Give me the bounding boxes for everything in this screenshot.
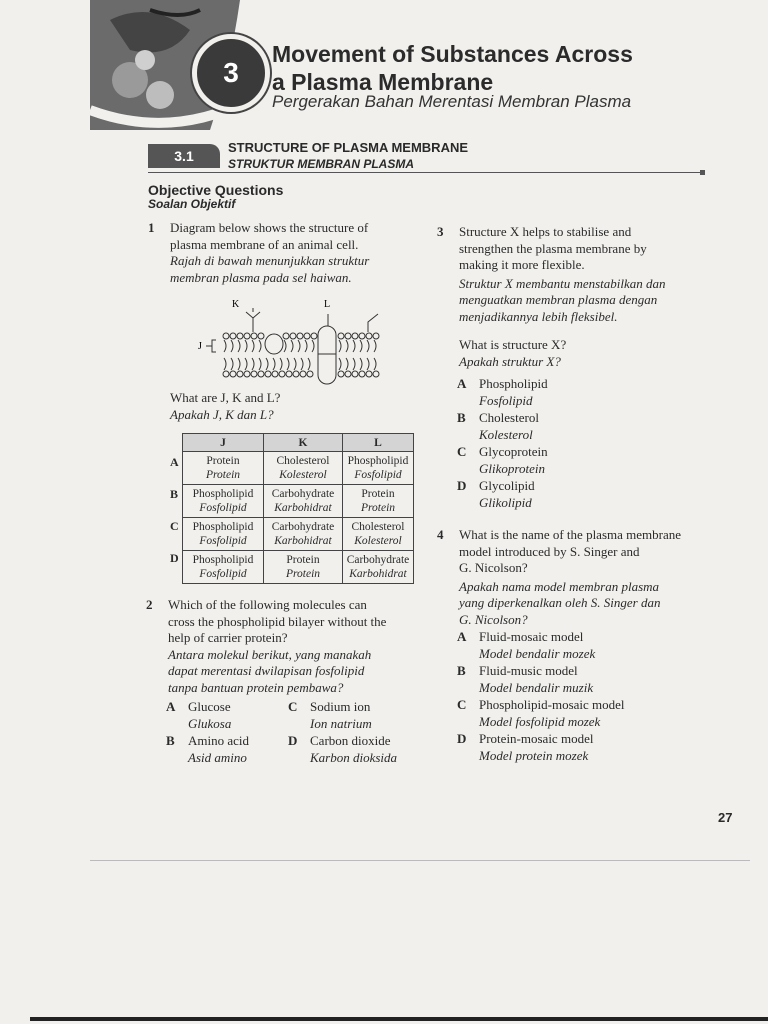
option-text: Carbon dioxide [310, 733, 391, 748]
table-header-j: J [183, 434, 264, 452]
q4-option-d [457, 731, 593, 764]
table-cell: Phospholipid Fosfolipid [183, 485, 264, 518]
q3-option-c [457, 444, 548, 477]
q4-option-b [457, 663, 593, 696]
question-1-text [170, 220, 420, 286]
question-3 [437, 224, 444, 241]
option-text-ms: Fosfolipid [479, 392, 533, 408]
q2-ms3: tanpa bantuan protein pembawa? [168, 679, 344, 695]
q4-ms3: G. Nicolson? [459, 611, 528, 627]
option-letter: C [457, 444, 467, 459]
option-text-ms: Model fosfolipid mozek [479, 713, 601, 729]
question-1-ask [170, 390, 280, 423]
q3-ms3: menjadikannya lebih fleksibel. [459, 308, 618, 324]
option-text: Cholesterol [479, 410, 539, 425]
option-text-ms: Model bendalir muzik [479, 679, 594, 695]
q1-ms1: Rajah di bawah menunjukkan struktur [170, 253, 370, 268]
chapter-subtitle: Pergerakan Bahan Merentasi Membran Plasma [272, 92, 632, 111]
option-letter: A [457, 376, 467, 391]
q4-option-c [457, 697, 625, 730]
question-4-text [459, 527, 729, 628]
phospholipid-heads-bottom [223, 371, 379, 377]
option-text-ms: Karbon dioksida [310, 749, 398, 765]
q1-ask: What are J, K and L? [170, 390, 281, 405]
option-letter: D [288, 733, 298, 748]
q2-line1: Which of the following molecules can [168, 597, 367, 612]
q2-option-c [288, 699, 372, 732]
option-letter: A [166, 699, 176, 714]
q2-line3: help of carrier protein? [168, 630, 288, 645]
chapter-title-line1: Movement of Substances Across [272, 41, 633, 67]
q2-line2: cross the phospholipid bilayer without the [168, 613, 387, 629]
table-row-label-c: C [170, 519, 179, 533]
chapter-number-badge: 3 [192, 34, 270, 112]
table-row [183, 551, 414, 584]
table-cell: Carbohydrate Karbohidrat [264, 485, 343, 518]
q3-line3: making it more flexible. [459, 257, 585, 272]
answer-table [182, 433, 414, 584]
table-cell: Phospholipid Fosfolipid [183, 518, 264, 551]
option-text-ms: Model protein mozek [479, 747, 589, 763]
q1-line1: Diagram below shows the structure of [170, 220, 369, 235]
q3-ms1: Struktur X membantu menstabilkan dan [459, 275, 666, 291]
table-row-label-b: B [170, 487, 179, 501]
option-text-ms: Asid amino [188, 749, 247, 765]
q3-option-b [457, 410, 539, 443]
chapter-title [272, 40, 633, 96]
option-letter: D [457, 731, 467, 746]
option-text: Fluid-mosaic model [479, 629, 584, 644]
table-cell: Protein Protein [343, 485, 414, 518]
section-title-ms: STRUKTUR MEMBRAN PLASMA [228, 157, 414, 171]
table-cell: Phospholipid Fosfolipid [183, 551, 264, 584]
page-edge-shadow [30, 1017, 768, 1021]
option-letter: C [288, 699, 298, 714]
option-letter: D [457, 478, 467, 493]
q2-option-b [166, 733, 249, 766]
q4-line1: What is the name of the plasma membrane [459, 527, 682, 542]
option-text: Protein-mosaic model [479, 731, 594, 746]
question-4 [437, 527, 444, 544]
option-text-ms: Glikolipid [479, 494, 532, 510]
question-4-number: 4 [437, 527, 444, 542]
q3-ms2: menguatkan membran plasma dengan [459, 292, 658, 307]
table-header-k: K [264, 434, 343, 452]
q1-ms2: membran plasma pada sel haiwan. [170, 269, 352, 285]
option-text-ms: Model bendalir mozek [479, 645, 596, 661]
objective-heading-ms: Soalan Objektif [148, 197, 236, 211]
option-text: Phospholipid [479, 376, 548, 391]
table-cell: Carbohydrate Karbohidrat [264, 518, 343, 551]
question-3-text [459, 224, 719, 370]
q2-ms1: Antara molekul berikut, yang manakah [168, 646, 372, 662]
q3-line2: strengthen the plasma membrane by [459, 240, 647, 256]
objective-heading: Objective Questions [148, 182, 284, 198]
option-text: Phospholipid-mosaic model [479, 697, 625, 712]
page-number: 27 [718, 810, 733, 825]
chapter-title-line2: a Plasma Membrane [272, 69, 494, 95]
q3-option-d [457, 478, 535, 511]
q4-ms1: Apakah nama model membran plasma [459, 578, 660, 594]
diagram-label-l: L [324, 299, 331, 310]
option-letter: C [457, 697, 467, 712]
question-2-text [168, 597, 428, 696]
option-letter: A [457, 629, 467, 644]
q4-ms2: yang diperkenalkan oleh S. Singer dan [459, 595, 661, 610]
q2-option-d [288, 733, 397, 766]
question-3-number: 3 [437, 224, 444, 239]
option-letter: B [457, 410, 466, 425]
option-text: Glycoprotein [479, 444, 548, 459]
q4-option-a [457, 629, 595, 662]
question-1-number: 1 [148, 220, 155, 235]
option-text-ms: Glukosa [188, 715, 232, 731]
table-row [183, 518, 414, 551]
diagram-label-k: K [232, 299, 240, 310]
q4-line3: G. Nicolson? [459, 560, 528, 575]
table-cell: Cholesterol Kolesterol [343, 518, 414, 551]
option-letter: B [166, 733, 175, 748]
table-cell: Carbohydrate Karbohidrat [343, 551, 414, 584]
plasma-membrane-diagram [198, 294, 398, 386]
section-number-tab: 3.1 [148, 144, 220, 168]
option-letter: B [457, 663, 466, 678]
option-text: Glycolipid [479, 478, 535, 493]
table-cell: Phospholipid Fosfolipid [343, 452, 414, 485]
q1-line2: plasma membrane of an animal cell. [170, 236, 359, 252]
q2-ms2: dapat merentasi dwilapisan fosfolipid [168, 663, 365, 678]
section-divider [148, 172, 704, 173]
option-text-ms: Glikoprotein [479, 460, 545, 476]
question-2-number: 2 [146, 597, 153, 612]
q4-line2: model introduced by S. Singer and [459, 543, 640, 559]
q3-ask-ms: Apakah struktur X? [459, 353, 561, 369]
question-1 [148, 220, 155, 237]
option-text-ms: Ion natrium [310, 715, 372, 731]
table-row-label-d: D [170, 551, 179, 565]
page-bottom-rule [90, 860, 750, 861]
table-cell: Protein Protein [264, 551, 343, 584]
table-cell: Protein Protein [183, 452, 264, 485]
option-text: Sodium ion [310, 699, 371, 714]
option-text: Fluid-music model [479, 663, 578, 678]
q3-line1: Structure X helps to stabilise and [459, 224, 632, 239]
q3-option-a [457, 376, 548, 409]
q2-option-a [166, 699, 231, 732]
option-text: Amino acid [188, 733, 250, 748]
section-title: STRUCTURE OF PLASMA MEMBRANE [228, 140, 469, 155]
option-text-ms: Kolesterol [479, 426, 533, 442]
question-2 [146, 597, 153, 614]
table-cell: Cholesterol Kolesterol [264, 452, 343, 485]
table-header-row [183, 434, 414, 452]
table-row [183, 485, 414, 518]
diagram-label-j: J [198, 341, 202, 352]
section-divider-end [700, 170, 705, 175]
q1-ask-ms: Apakah J, K dan L? [170, 406, 274, 422]
phospholipid-heads-top [223, 333, 379, 339]
q3-ask: What is structure X? [459, 337, 567, 352]
option-text: Glucose [188, 699, 231, 714]
table-row-label-a: A [170, 455, 179, 469]
table-row [183, 452, 414, 485]
table-header-l: L [343, 434, 414, 452]
